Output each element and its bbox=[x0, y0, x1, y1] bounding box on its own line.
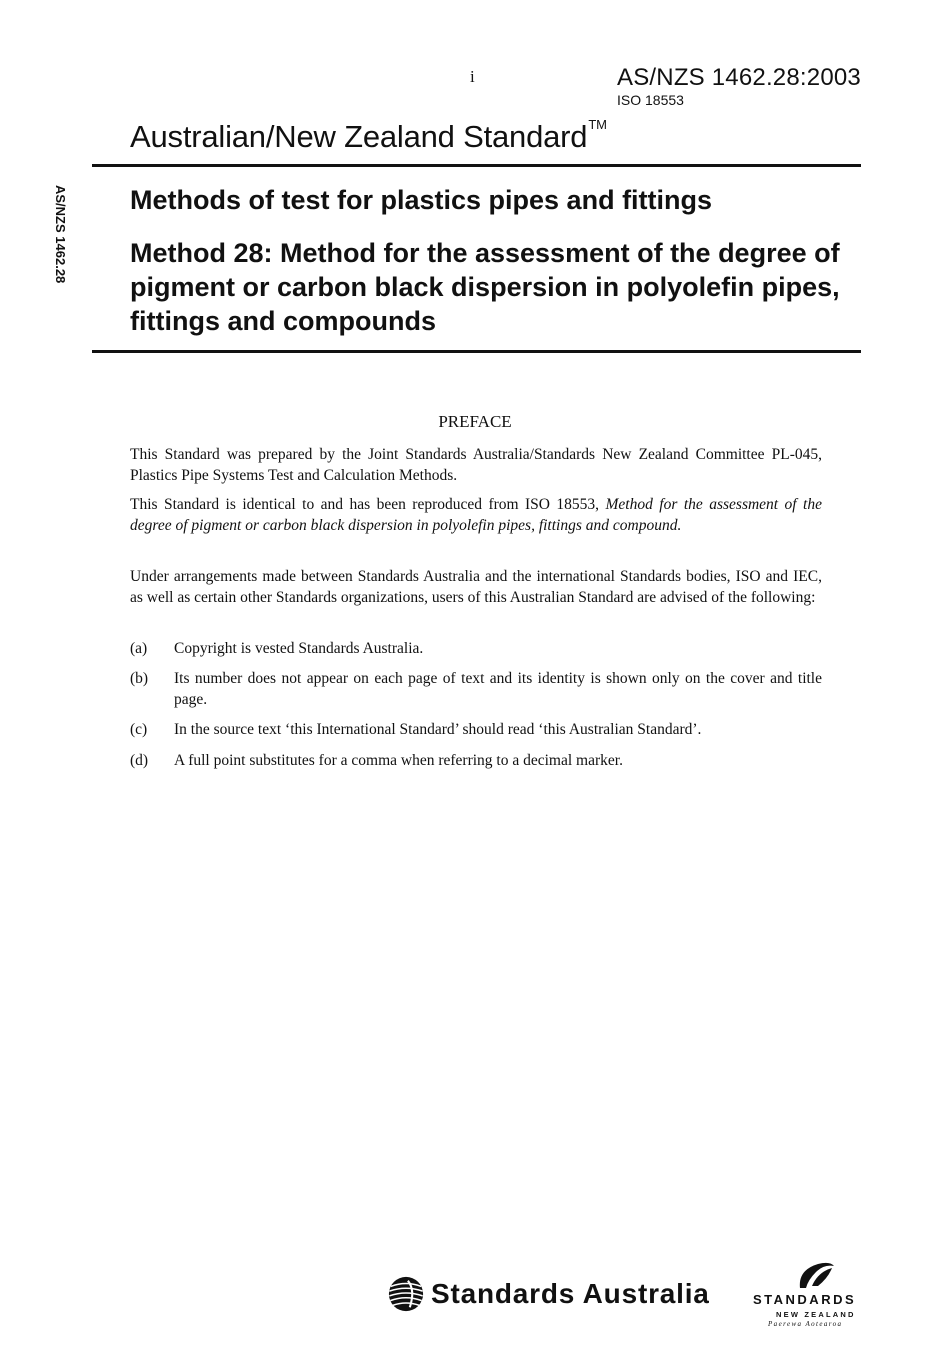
preface-paragraph-committee: This Standard was prepared by the Joint Standards Australia/Standards New Zealand Committee PL-045, Plastics Pipe Systems Test and Calculation Methods. bbox=[130, 446, 822, 484]
standards-new-zealand-logo bbox=[750, 1258, 880, 1338]
snz-line-new-zealand: NEW ZEALAND bbox=[776, 1310, 856, 1319]
standards-australia-wordmark: Standards Australia bbox=[431, 1278, 710, 1309]
globe-logo-icon bbox=[387, 1275, 425, 1313]
list-text: Copyright is vested Standards Australia. bbox=[174, 640, 424, 657]
snz-swoosh-icon bbox=[794, 1258, 838, 1292]
list-text: A full point substitutes for a comma when referring to a decimal marker. bbox=[174, 752, 623, 769]
snz-line-paerewa: Paerewa Aotearoa bbox=[768, 1320, 843, 1328]
standards-australia-logo bbox=[387, 1272, 710, 1316]
trademark-mark: TM bbox=[588, 117, 607, 132]
document-code: AS/NZS 1462.28:2003 bbox=[617, 64, 861, 91]
preface-paragraph-source bbox=[130, 494, 822, 536]
standard-name bbox=[130, 119, 607, 155]
list-item bbox=[130, 750, 822, 771]
source-lead-text: This Standard is identical to and has been reproduced from ISO 18553, bbox=[130, 496, 606, 513]
page-number: i bbox=[470, 67, 475, 86]
snz-line-standards: STANDARDS bbox=[753, 1292, 857, 1307]
preface-heading: PREFACE bbox=[438, 412, 512, 431]
source-title-text: Method for the assessment of the degree of pigment or carbon black dispersion in polyolefin pipes, fittings and compound. bbox=[130, 496, 822, 534]
list-marker: (d) bbox=[130, 752, 149, 769]
series-title: Methods of test for plastics pipes and fittings bbox=[130, 185, 713, 215]
spine-label-text: AS/NZS 1462.28 bbox=[53, 185, 68, 284]
iso-code: ISO 18553 bbox=[617, 92, 684, 108]
preface-paragraph-arrangements: Under arrangements made between Standards Australia and the international Standards bodies, ISO and IEC, as well as certain other Standards organizations, users of this Australian Standard are advised of the following: bbox=[130, 568, 822, 606]
list-item bbox=[130, 719, 822, 740]
list-text: Its number does not appear on each page of text and its identity is shown only on the cover and title page. bbox=[174, 670, 822, 708]
list-marker: (c) bbox=[130, 721, 148, 738]
method-title: Method 28: Method for the assessment of the degree of pigment or carbon black dispersion in polyolefin pipes, fittings and compounds bbox=[130, 238, 840, 336]
list-item bbox=[130, 668, 822, 710]
list-text: In the source text ‘this International Standard’ should read ‘this Australian Standard’. bbox=[174, 721, 702, 738]
standard-name-text: Australian/New Zealand Standard bbox=[130, 119, 588, 154]
list-marker: (a) bbox=[130, 640, 148, 657]
spine-label bbox=[50, 185, 68, 305]
title-top-rule bbox=[92, 164, 861, 167]
list-marker: (b) bbox=[130, 670, 149, 687]
list-item bbox=[130, 638, 822, 659]
title-bottom-rule bbox=[92, 350, 861, 353]
